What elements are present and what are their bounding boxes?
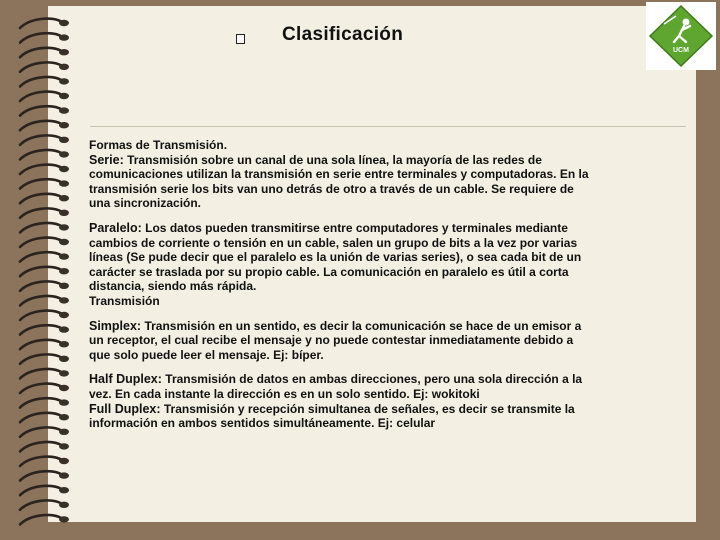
bullet-icon: [236, 34, 245, 44]
term-label: Serie:: [89, 152, 124, 167]
spiral-hole: [59, 239, 69, 245]
text-line: Transmisión: [89, 293, 160, 308]
body-text: [89, 138, 664, 441]
spiral-hole: [59, 385, 69, 391]
spiral-hole: [59, 180, 69, 186]
text-line: información en ambos sentidos simultáneamente. Ej: celular: [89, 416, 436, 431]
text-line: vez. En cada instante la dirección es en un solo sentido. Ej: wokitoki: [89, 386, 480, 401]
term-label: Paralelo:: [89, 220, 142, 235]
text-line: distancia, siendo más rápida.: [89, 279, 257, 294]
spiral-hole: [59, 516, 69, 522]
spiral-ring: [20, 62, 62, 71]
paragraph-simplex: [89, 319, 664, 363]
text-line: Formas de Transmisión.: [89, 138, 228, 152]
page-title: Clasificación: [282, 24, 404, 45]
text-line: que solo puede leer el mensaje. Ej: bíper.: [89, 347, 324, 362]
spiral-hole: [59, 49, 69, 55]
spiral-hole: [59, 472, 69, 478]
paragraph-duplex: [89, 372, 664, 430]
spiral-ring: [20, 48, 62, 57]
text-run: Transmisión en un sentido, es decir la comunicación se hace de un emisor a: [141, 318, 582, 333]
spiral-ring: [20, 340, 62, 349]
spiral-hole: [59, 487, 69, 493]
spiral-ring: [20, 77, 62, 86]
spiral-ring: [20, 150, 62, 159]
spiral-hole: [59, 399, 69, 405]
svg-text:UCM: UCM: [673, 47, 689, 54]
spiral-hole: [59, 326, 69, 332]
text-line: cambios de corriente o tensión en un cable, salen un grupo de bits a la vez por varias: [89, 235, 578, 250]
spiral-ring: [20, 267, 62, 276]
term-label: Half Duplex:: [89, 372, 162, 387]
spiral-ring: [20, 384, 62, 393]
text-line: transmisión serie los bits van uno detrás de otro a través de un cable. Se requiere de: [89, 181, 574, 196]
spiral-ring: [20, 121, 62, 130]
spiral-ring: [20, 33, 62, 42]
spiral-ring: [20, 398, 62, 407]
spiral-hole: [59, 20, 69, 26]
spiral-ring: [20, 194, 62, 203]
spiral-ring: [20, 296, 62, 305]
text-line: [89, 402, 664, 417]
spiral-hole: [59, 341, 69, 347]
text-line: [89, 221, 664, 236]
spiral-hole: [59, 93, 69, 99]
term-label: Full Duplex:: [89, 401, 161, 416]
spiral-ring: [20, 500, 62, 509]
spiral-ring: [20, 515, 62, 524]
spiral-ring: [20, 369, 62, 378]
spiral-hole: [59, 107, 69, 113]
text-run: Transmisión y recepción simultanea de señales, es decir se transmite la: [160, 401, 575, 416]
spiral-ring: [20, 106, 62, 115]
text-line: un receptor, el cual recibe el mensaje y no puede contestar inmediatamente debido a: [89, 333, 574, 348]
text-line: una sincronización.: [89, 196, 202, 211]
spiral-ring: [20, 413, 62, 422]
spiral-hole: [59, 297, 69, 303]
spiral-hole: [59, 502, 69, 508]
spiral-binding: [0, 0, 90, 540]
spiral-hole: [59, 458, 69, 464]
spiral-hole: [59, 151, 69, 157]
spiral-ring: [20, 442, 62, 451]
spiral-ring: [20, 281, 62, 290]
spiral-ring: [20, 486, 62, 495]
text-run: Transmisión sobre un canal de una sola línea, la mayoría de las redes de: [123, 152, 542, 167]
paragraph-paralelo: [89, 221, 664, 309]
text-line: carácter se traslada por su propio cable. La comunicación en paralelo es útil a corta: [89, 264, 569, 279]
spiral-hole: [59, 253, 69, 259]
text-line: [89, 319, 664, 334]
spiral-hole: [59, 312, 69, 318]
spiral-hole: [59, 414, 69, 420]
spiral-hole: [59, 224, 69, 230]
spiral-hole: [59, 64, 69, 70]
spiral-hole: [59, 195, 69, 201]
spiral-ring: [20, 92, 62, 101]
text-line: comunicaciones utilizan la transmisión en serie entre terminales y computadoras. En la: [89, 167, 589, 182]
divider: [90, 126, 686, 127]
spiral-hole: [59, 429, 69, 435]
spiral-ring: [20, 179, 62, 188]
spiral-hole: [59, 34, 69, 40]
spiral-hole: [59, 268, 69, 274]
spiral-ring: [20, 354, 62, 363]
spiral-ring: [20, 457, 62, 466]
spiral-ring: [20, 471, 62, 480]
text-line: [89, 153, 664, 168]
text-line: líneas (Se pude decir que el paralelo es la unión de varias series), o sea cada bit de un: [89, 250, 582, 265]
spiral-hole: [59, 78, 69, 84]
spiral-hole: [59, 122, 69, 128]
text-run: Transmisión de datos en ambas direcciones, pero una sola dirección a la: [161, 372, 583, 387]
spiral-hole: [59, 283, 69, 289]
spiral-hole: [59, 137, 69, 143]
spiral-ring: [20, 165, 62, 174]
spiral-hole: [59, 210, 69, 216]
spiral-ring: [20, 208, 62, 217]
spiral-hole: [59, 443, 69, 449]
spiral-ring: [20, 223, 62, 232]
spiral-ring: [20, 19, 62, 28]
spiral-ring: [20, 238, 62, 247]
text-run: Los datos pueden transmitirse entre computadores y terminales mediante: [141, 220, 568, 235]
spiral-ring: [20, 325, 62, 334]
spiral-ring: [20, 135, 62, 144]
spiral-ring: [20, 311, 62, 320]
paragraph-serie: [89, 138, 664, 211]
spiral-hole: [59, 356, 69, 362]
term-label: Simplex:: [89, 318, 142, 333]
spiral-hole: [59, 370, 69, 376]
ucm-logo: [646, 2, 716, 70]
text-line: [89, 372, 664, 387]
spiral-ring: [20, 252, 62, 261]
spiral-ring: [20, 427, 62, 436]
spiral-hole: [59, 166, 69, 172]
